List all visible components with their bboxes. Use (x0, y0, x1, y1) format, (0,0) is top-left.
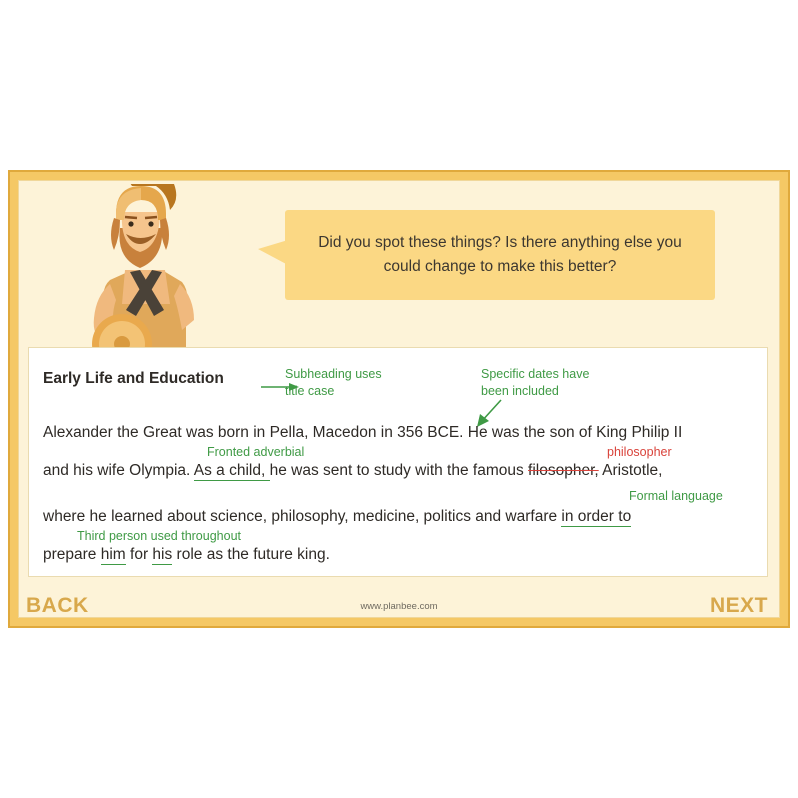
back-button[interactable]: BACK (26, 594, 89, 617)
greek-warrior-illustration (70, 184, 210, 374)
next-button[interactable]: NEXT (709, 594, 768, 617)
line4-part-3: for (125, 546, 153, 563)
line2-fronted-adverbial: As a child, (193, 462, 270, 479)
speech-bubble (285, 210, 715, 300)
line2-part-3: he was sent to study with the famous (269, 462, 529, 479)
document-line-1 (43, 424, 682, 442)
annotation-specific-dates: Specific dates have been included (481, 367, 590, 398)
document-panel (28, 347, 768, 577)
document-line-3 (43, 508, 631, 526)
speech-bubble-tail (258, 240, 288, 265)
line2-part-1: and his wife Olympia. (43, 462, 194, 479)
document-heading: Early Life and Education (43, 370, 224, 387)
line2-part-5: Aristotle, (598, 462, 663, 479)
annotation-third-person: Third person used throughout (77, 529, 241, 543)
line4-pronoun-his: his (152, 546, 173, 563)
document-body (29, 348, 767, 576)
website-label: www.planbee.com (360, 601, 438, 612)
line4-pronoun-him: him (100, 546, 126, 563)
annotation-fronted-adverbial: Fronted adverbial (207, 445, 305, 459)
speech-bubble-text: Did you spot these things? Is there anything else you could change to make this better? (318, 233, 682, 275)
document-line-2 (43, 462, 662, 480)
annotation-philosopher-correction: philosopher (607, 445, 672, 459)
line2-misspelling: filosopher, (528, 462, 599, 479)
annotation-formal-language: Formal language (629, 489, 723, 503)
annotation-subheading: Subheading uses title case (285, 367, 382, 398)
line3-part-1: where he learned about science, philosophy, medicine, politics and warfare (43, 508, 562, 525)
line1-text: Alexander the Great was born in Pella, Macedon in 356 BCE. He was the son of King Philip II (43, 424, 683, 441)
document-line-4 (43, 546, 330, 564)
line4-part-1: prepare (43, 546, 101, 563)
slide (8, 170, 790, 628)
line4-part-5: role as the future king. (172, 546, 330, 563)
line3-formal-phrase: in order to (561, 508, 632, 525)
